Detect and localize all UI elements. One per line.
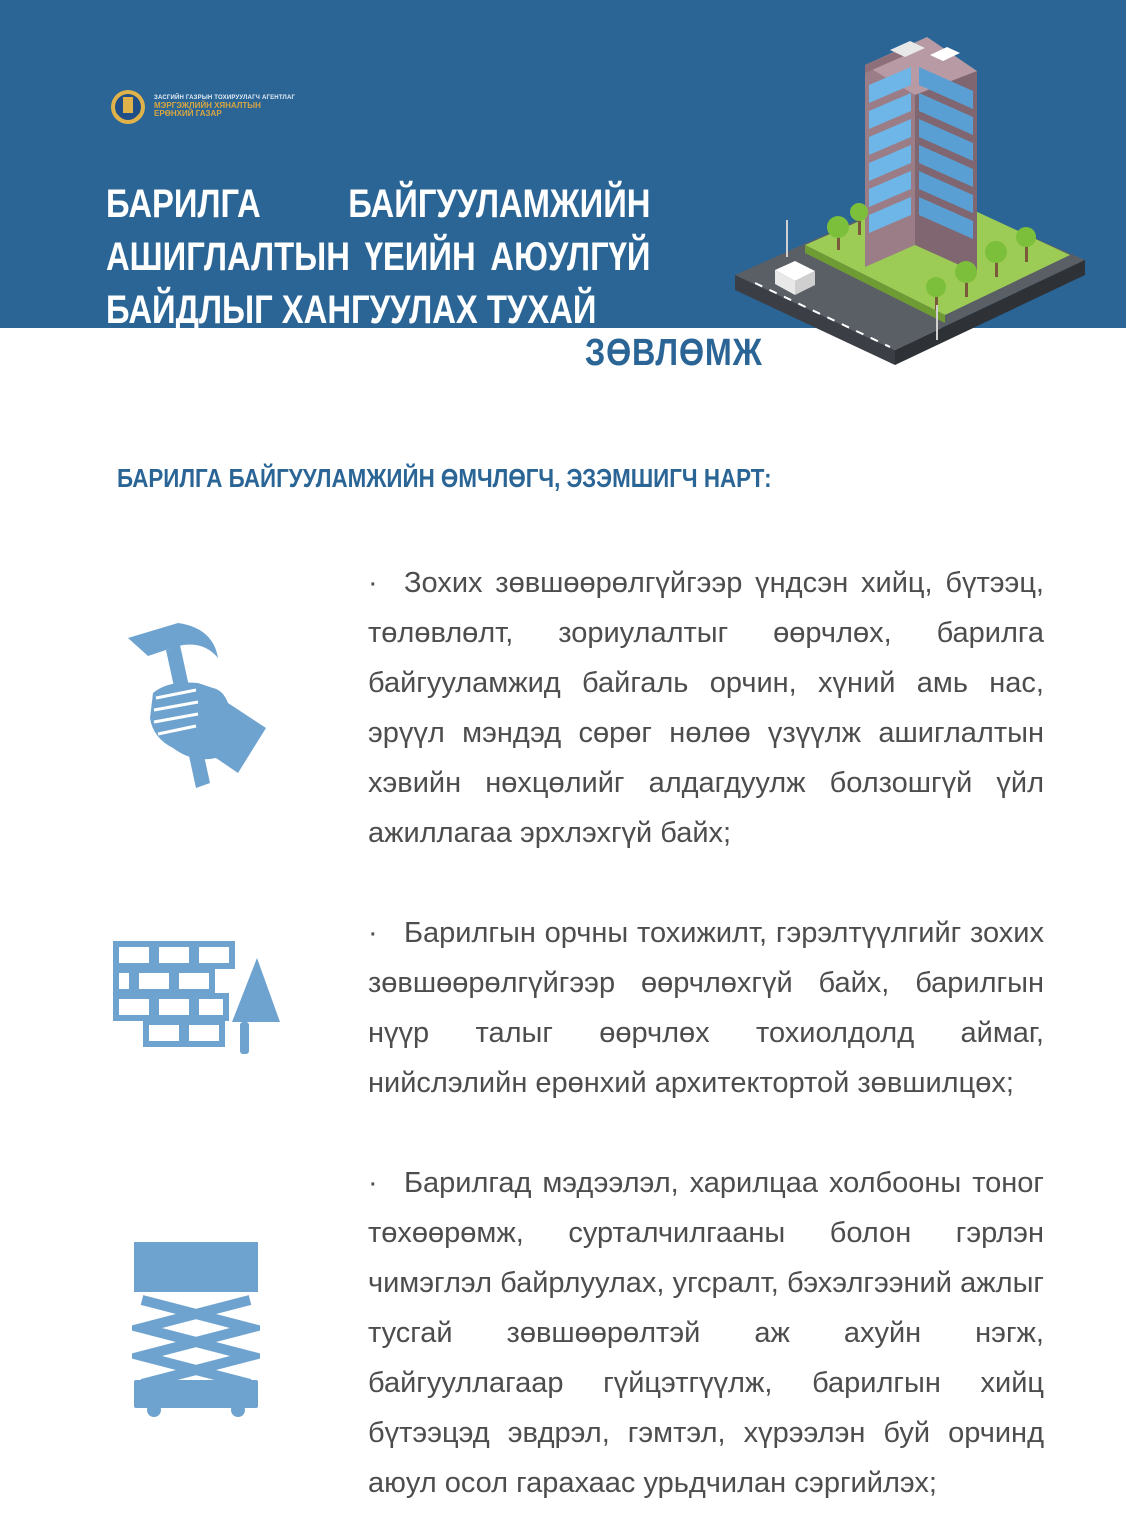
logo-line-3: ЕРӨНХИЙ ГАЗАР bbox=[154, 109, 222, 119]
brick-wall-trowel-icon bbox=[112, 940, 282, 1056]
hammer-in-hand-icon bbox=[118, 618, 268, 793]
agency-logo bbox=[110, 85, 295, 129]
advice-text: Зохих зөвшөөрөлгүйгээр үндсэн хийц, бүтээц, төлөвлөлт, зориулалтыг өөрчлөх, барилга байгууламжид байгаль орчин, хүний амь нас, эрүүл мэндэд сөрөг нөлөө үзүүлж ашиглалтын хэвийн нөхцөлийг алдагдуулж болзошгүй үйл ажиллагаа эрхлэхгүй байх; bbox=[368, 567, 1044, 849]
advice-item bbox=[368, 558, 1044, 858]
page-subtitle: ЗӨВЛӨМЖ bbox=[585, 332, 763, 374]
bullet: · bbox=[368, 917, 378, 949]
agency-emblem-icon bbox=[110, 85, 150, 129]
bullet: · bbox=[368, 1167, 378, 1199]
building-illustration-icon bbox=[715, 5, 1115, 385]
bullet: · bbox=[368, 567, 378, 599]
advice-item bbox=[368, 908, 1044, 1108]
logo-line-1: ЗАСГИЙН ГАЗРЫН ТОХИРУУЛАГЧ АГЕНТЛАГ bbox=[154, 95, 296, 102]
advice-item bbox=[368, 1158, 1044, 1508]
advice-text: Барилгын орчны тохижилт, гэрэлтүүлгийг зохих зөвшөөрөлгүйгээр өөрчлөхгүй байх, барилгын нүүр талыг өөрчлөх тохиолдолд аймаг, нийслэлийн ерөнхий архитектортой зөвшилцөх; bbox=[368, 917, 1044, 1099]
scissor-lift-icon bbox=[132, 1240, 260, 1418]
logo-line-2: МЭРГЭЖЛИЙН ХЯНАЛТЫН bbox=[154, 100, 261, 110]
page-title: БАРИЛГА БАЙГУУЛАМЖИЙН АШИГЛАЛТЫН ҮЕИЙН АЮУЛГҮЙ БАЙДЛЫГ ХАНГУУЛАХ ТУХАЙ bbox=[106, 182, 651, 332]
advice-text: Барилгад мэдээлэл, харилцаа холбооны тоног төхөөрөмж, сурталчилгааны болон гэрлэн чимэглэл байрлуулах, угсралт, бэхэлгээний ажлыг тусгай зөвшөөрөлтэй аж ахуйн нэгж, байгууллагаар гүйцэтгүүлж, барилгын хийц бүтээцэд эвдрэл, гэмтэл, хүрээлэн буй орчинд аюул осол гарахаас урьдчилан сэргийлэх; bbox=[368, 1167, 1044, 1499]
section-heading: БАРИЛГА БАЙГУУЛАМЖИЙН ӨМЧЛӨГЧ, ЭЗЭМШИГЧ НАРТ: bbox=[117, 463, 772, 493]
